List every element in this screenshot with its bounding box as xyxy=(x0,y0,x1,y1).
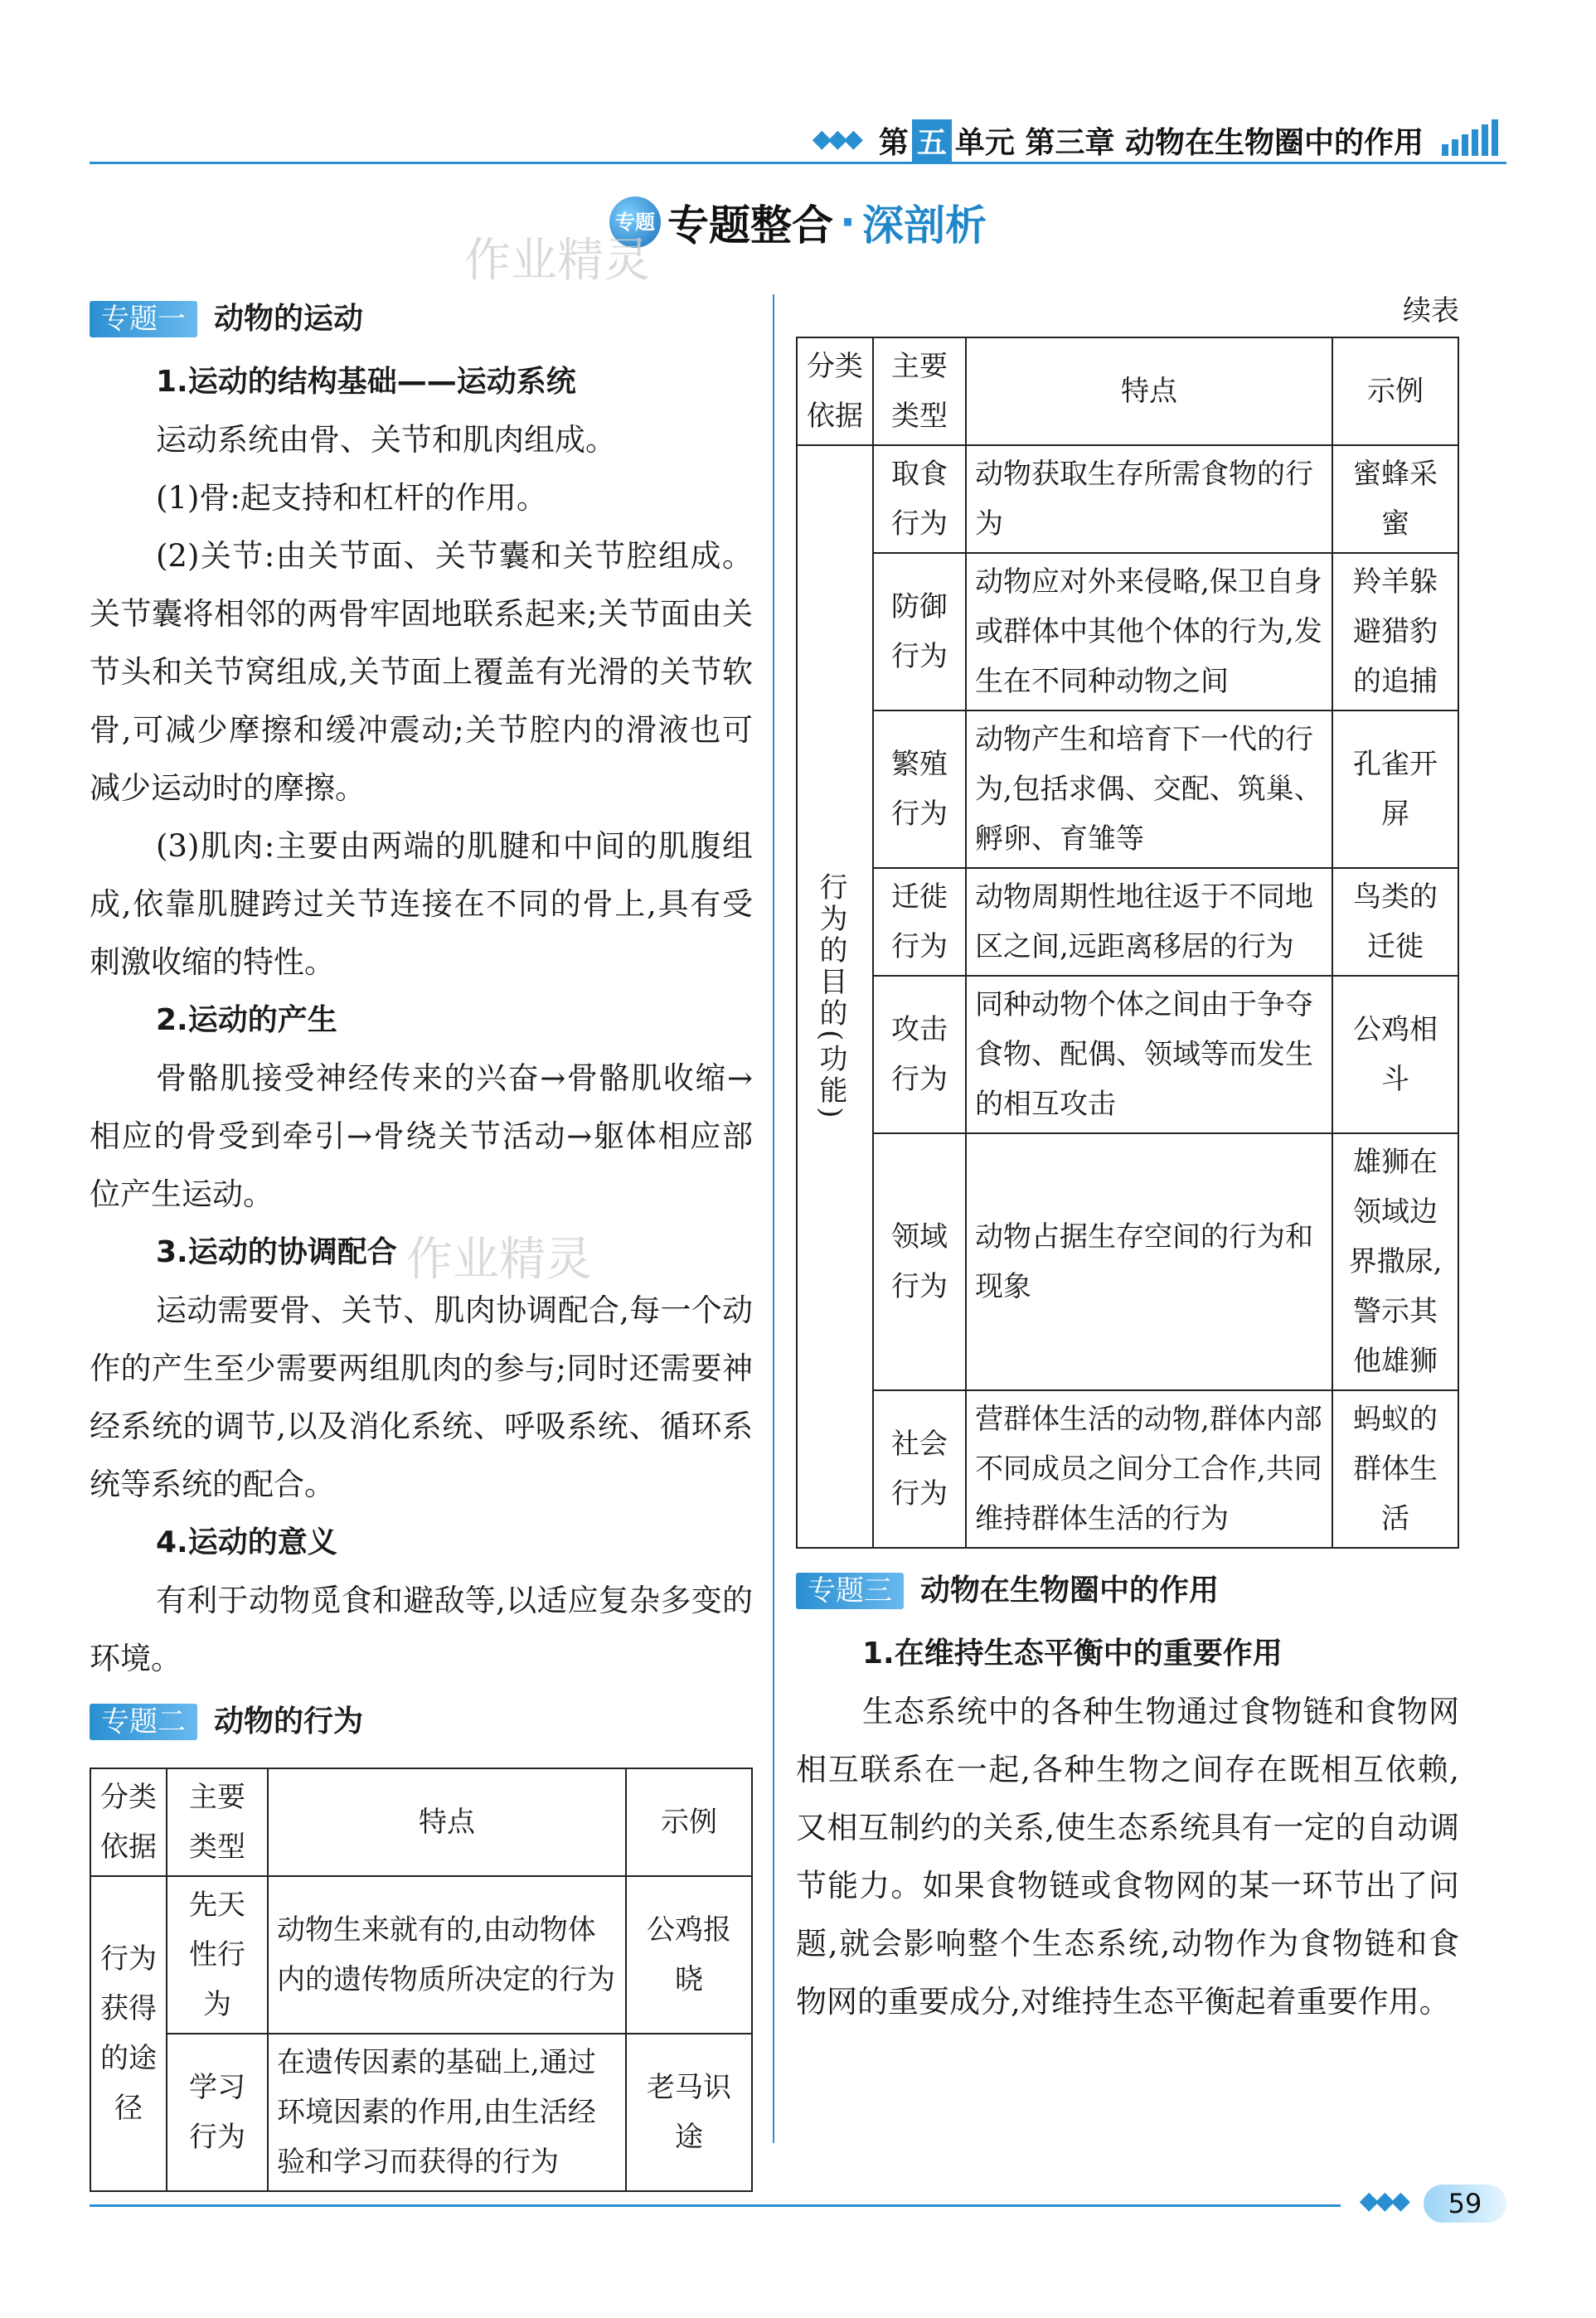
paragraph: 有利于动物觅食和避敌等,以适应复杂多变的环境。 xyxy=(90,1583,753,1676)
paragraph: (1)骨:起支持和杠杆的作用。 xyxy=(156,480,547,516)
feature-cell: 动物生来就有的,由动物体内的遗传物质所决定的行为 xyxy=(268,1876,626,2034)
running-header xyxy=(90,114,1506,164)
diamond-icon: ◆◆◆ xyxy=(1359,2186,1407,2215)
table-header-row xyxy=(797,337,1458,445)
paragraph: 运动系统由骨、关节和肌肉组成。 xyxy=(156,422,616,458)
subsection-title: 1.运动的结构基础——运动系统 xyxy=(156,365,576,399)
feature-cell: 营群体生活的动物,群体内部不同成员之间分工合作,共同维持群体生活的行为 xyxy=(966,1390,1332,1548)
feature-cell: 动物应对外来侵略,保卫自身或群体中其他个体的行为,发生在不同种动物之间 xyxy=(966,553,1332,710)
topic-tag: 专题一 xyxy=(90,301,197,337)
example-cell: 老马识途 xyxy=(626,2034,752,2191)
right-column xyxy=(796,290,1459,2031)
paragraph: 运动需要骨、关节、肌肉协调配合,每一个动作的产生至少需要两组肌肉的参与;同时还需要神经系统的调节,以及消化系统、呼吸系统、循环系统等系统的配合。 xyxy=(90,1292,753,1502)
header-cell: 主要类型 xyxy=(167,1768,268,1876)
banner-title: 专题整合 xyxy=(667,201,833,250)
type-cell: 防御行为 xyxy=(873,553,966,710)
topic-title: 动物的行为 xyxy=(214,1705,364,1738)
group-cell: 行为获得的途径 xyxy=(90,1876,167,2191)
topic-tag: 专题二 xyxy=(90,1704,197,1740)
header-rule xyxy=(90,162,1506,164)
table-row xyxy=(797,445,1458,553)
type-cell: 繁殖行为 xyxy=(873,710,966,868)
feature-cell: 动物产生和培育下一代的行为,包括求偶、交配、筑巢、孵卵、育雏等 xyxy=(966,710,1332,868)
type-cell: 领域行为 xyxy=(873,1133,966,1390)
table-row xyxy=(797,1133,1458,1390)
type-cell: 先天性行为 xyxy=(167,1876,268,2034)
example-cell: 雄狮在领域边界撒尿,警示其他雄狮 xyxy=(1332,1133,1458,1390)
type-cell: 取食行为 xyxy=(873,445,966,553)
chapter-suffix: 单元 第三章 动物在生物圈中的作用 xyxy=(954,126,1424,160)
table-row xyxy=(797,976,1458,1133)
topic-heading xyxy=(90,290,753,348)
example-cell: 蚂蚁的群体生活 xyxy=(1332,1390,1458,1548)
signal-bars-icon xyxy=(1440,119,1506,156)
topic-badge-icon: 专题 xyxy=(609,196,661,248)
topic-tag: 专题三 xyxy=(796,1573,904,1609)
watermark: 作业精灵 xyxy=(406,1233,592,1287)
example-cell: 公鸡相斗 xyxy=(1332,976,1458,1133)
banner-dot: · xyxy=(840,198,856,246)
group-label: 行为的目的(功能) xyxy=(814,871,847,1122)
type-cell: 迁徙行为 xyxy=(873,868,966,976)
table-row xyxy=(797,868,1458,976)
header-cell: 分类依据 xyxy=(797,337,873,445)
paragraph: 骨骼肌接受神经传来的兴奋→骨骼肌收缩→相应的骨受到牵引→骨绕关节活动→躯体相应部位产生运动。 xyxy=(90,1060,753,1212)
watermark: 作业精灵 xyxy=(464,234,650,288)
section-banner xyxy=(0,192,1596,252)
subsection-title: 1.在维持生态平衡中的重要作用 xyxy=(862,1637,1283,1671)
table-row xyxy=(90,2034,752,2191)
diamond-icon: ◆◆◆ xyxy=(812,124,860,153)
table-row xyxy=(797,1390,1458,1548)
page-footer xyxy=(90,2185,1506,2226)
example-cell: 鸟类的迁徙 xyxy=(1332,868,1458,976)
group-cell xyxy=(797,445,873,1548)
table-header-row xyxy=(90,1768,752,1876)
topic-heading xyxy=(90,1693,753,1751)
type-cell: 攻击行为 xyxy=(873,976,966,1133)
footer-rule xyxy=(90,2204,1341,2207)
banner-subtitle: 深剖析 xyxy=(862,201,987,250)
chapter-prefix: 第 xyxy=(878,126,909,160)
feature-cell: 在遗传因素的基础上,通过环境因素的作用,由生活经验和学习而获得的行为 xyxy=(268,2034,626,2191)
chapter-title xyxy=(879,119,1424,162)
header-cell: 特点 xyxy=(966,337,1332,445)
topic-title: 动物在生物圈中的作用 xyxy=(920,1574,1220,1608)
subsection-title: 3.运动的协调配合 xyxy=(156,1235,397,1269)
topic-heading xyxy=(796,1562,1459,1620)
subsection-title: 2.运动的产生 xyxy=(156,1003,337,1037)
topic-title: 动物的运动 xyxy=(214,302,364,336)
feature-cell: 动物占据生存空间的行为和现象 xyxy=(966,1133,1332,1390)
type-cell: 学习行为 xyxy=(167,2034,268,2191)
paragraph: (2)关节:由关节面、关节囊和关节腔组成。关节囊将相邻的两骨牢固地联系起来;关节面由关节头和关节窝组成,关节面上覆盖有光滑的关节软骨,可减少摩擦和缓冲震动;关节腔内的滑液也可减少运动时的摩擦。 xyxy=(90,538,753,806)
behavior-table xyxy=(90,1768,753,2192)
header-cell: 主要类型 xyxy=(873,337,966,445)
table-row xyxy=(797,553,1458,710)
example-cell: 孔雀开屏 xyxy=(1332,710,1458,868)
page-number: 59 xyxy=(1424,2185,1506,2223)
continued-label: 续表 xyxy=(1403,294,1459,327)
paragraph: (3)肌肉:主要由两端的肌腱和中间的肌腹组成,依靠肌腱跨过关节连接在不同的骨上,具有受刺激收缩的特性。 xyxy=(90,828,753,980)
table-row xyxy=(797,710,1458,868)
header-cell: 特点 xyxy=(268,1768,626,1876)
unit-number-box: 五 xyxy=(912,119,952,162)
example-cell: 羚羊躲避猎豹的追捕 xyxy=(1332,553,1458,710)
left-column xyxy=(90,290,753,2192)
feature-cell: 动物获取生存所需食物的行为 xyxy=(966,445,1332,553)
header-cell: 示例 xyxy=(1332,337,1458,445)
feature-cell: 动物周期性地往返于不同地区之间,远距离移居的行为 xyxy=(966,868,1332,976)
type-cell: 社会行为 xyxy=(873,1390,966,1548)
column-divider xyxy=(773,294,774,2143)
header-cell: 示例 xyxy=(626,1768,752,1876)
example-cell: 公鸡报晓 xyxy=(626,1876,752,2034)
header-cell: 分类依据 xyxy=(90,1768,167,1876)
behavior-table-continued xyxy=(796,337,1459,1549)
subsection-title: 4.运动的意义 xyxy=(156,1525,337,1559)
paragraph: 生态系统中的各种生物通过食物链和食物网相互联系在一起,各种生物之间存在既相互依赖,又相互制约的关系,使生态系统具有一定的自动调节能力。如果食物链或食物网的某一环节出了问题,就会影响整个生态系统,动物作为食物链和食物网的重要成分,对维持生态平衡起着重要作用。 xyxy=(796,1694,1459,2020)
example-cell: 蜜蜂采蜜 xyxy=(1332,445,1458,553)
table-row xyxy=(90,1876,752,2034)
feature-cell: 同种动物个体之间由于争夺食物、配偶、领域等而发生的相互攻击 xyxy=(966,976,1332,1133)
